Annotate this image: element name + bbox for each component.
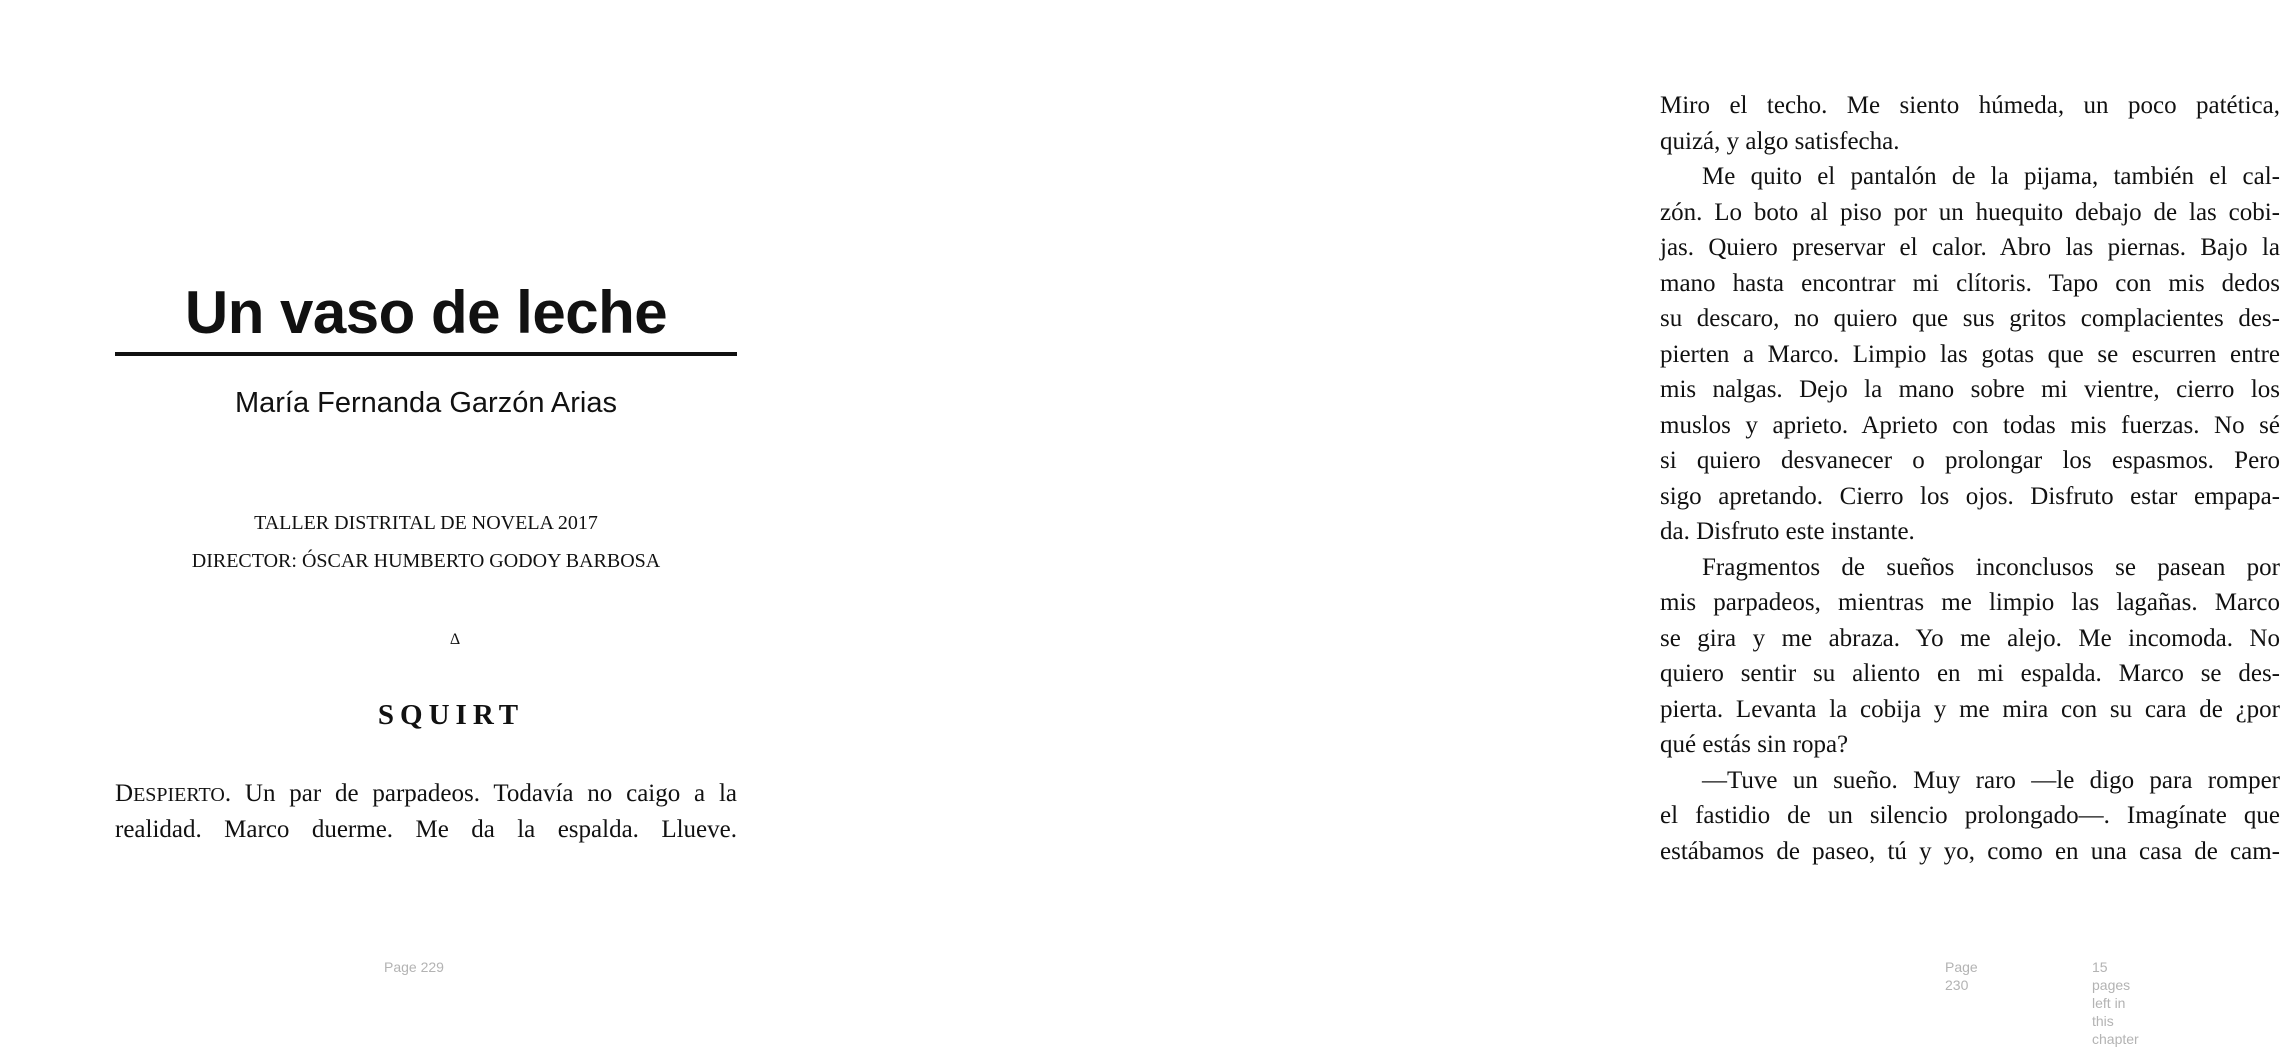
section-ornament: ∆ <box>450 631 460 648</box>
text-line: mis nalgas. Dejo la mano sobre mi vientre, cierro los <box>1660 376 2280 403</box>
text-line: el fastidio de un silencio prolongado—. Imagínate que <box>1660 802 2280 829</box>
opening-line: realidad. Marco duerme. Me da la espalda. Llueve. <box>115 815 737 843</box>
opening-line <box>115 776 737 812</box>
text-line: su descaro, no quiero que sus gritos complacientes des- <box>1660 305 2280 332</box>
section-title: SQUIRT <box>377 699 525 731</box>
text-line: jas. Quiero preservar el calor. Abro las piernas. Bajo la <box>1660 234 2280 261</box>
text-line: muslos y aprieto. Aprieto con todas mis fuerzas. No sé <box>1660 411 2280 439</box>
text-line: Me quito el pantalón de la pijama, también el cal- <box>1702 163 2280 190</box>
text-line: zón. Lo boto al piso por un huequito debajo de las cobi- <box>1660 198 2280 226</box>
text-line: qué estás sin ropa? <box>1660 731 1849 758</box>
right-page[interactable] <box>800 0 2280 1047</box>
chapter-title: Un vaso de leche <box>184 279 668 346</box>
smallcaps-word: ESPIERTO <box>133 784 225 806</box>
text-line: quizá, y algo satisfecha. <box>1660 127 1900 155</box>
workshop-line: TALLER DISTRITAL DE NOVELA 2017 <box>254 512 598 534</box>
opening-line-text: . Un par de parpadeos. Todavía no caigo a la <box>224 780 737 807</box>
text-line: —Tuve un sueño. Muy raro —le digo para romper <box>1702 766 2280 794</box>
page-number-right: Page 230 <box>1945 959 1978 993</box>
text-line: pierta. Levanta la cobija y me mira con su cara de ¿por <box>1660 695 2280 723</box>
body-text <box>1660 88 2280 869</box>
pages-left-indicator: 15 pages left in this chapter <box>2092 959 2139 1047</box>
text-line: se gira y me abraza. Yo me alejo. Me incomoda. No <box>1660 624 2280 652</box>
text-line: pierten a Marco. Limpio las gotas que se escurren entre <box>1660 340 2280 368</box>
text-line: sigo apretando. Cierro los ojos. Disfruto estar empapa- <box>1660 482 2280 510</box>
text-line: si quiero desvanecer o prolongar los espasmos. Pero <box>1660 447 2280 474</box>
left-page[interactable] <box>0 0 800 996</box>
title-underline <box>115 352 737 356</box>
drop-letter: D <box>115 780 134 807</box>
author-name: María Fernanda Garzón Arias <box>234 387 617 419</box>
text-line: Miro el techo. Me siento húmeda, un poco patética, <box>1660 92 2280 119</box>
opening-paragraph <box>115 776 737 847</box>
text-line: da. Disfruto este instante. <box>1660 518 1915 545</box>
text-line: estábamos de paseo, tú y yo, como en una casa de cam- <box>1660 837 2280 865</box>
page-number-left: Page 229 <box>384 959 444 975</box>
text-line: Fragmentos de sueños inconclusos se pasean por <box>1702 553 2280 581</box>
text-line: mis parpadeos, mientras me limpio las lagañas. Marco <box>1660 589 2280 616</box>
text-line: quiero sentir su aliento en mi espalda. Marco se des- <box>1660 660 2280 687</box>
text-line: mano hasta encontrar mi clítoris. Tapo con mis dedos <box>1660 269 2280 297</box>
director-line: DIRECTOR: ÓSCAR HUMBERTO GODOY BARBOSA <box>191 550 661 572</box>
